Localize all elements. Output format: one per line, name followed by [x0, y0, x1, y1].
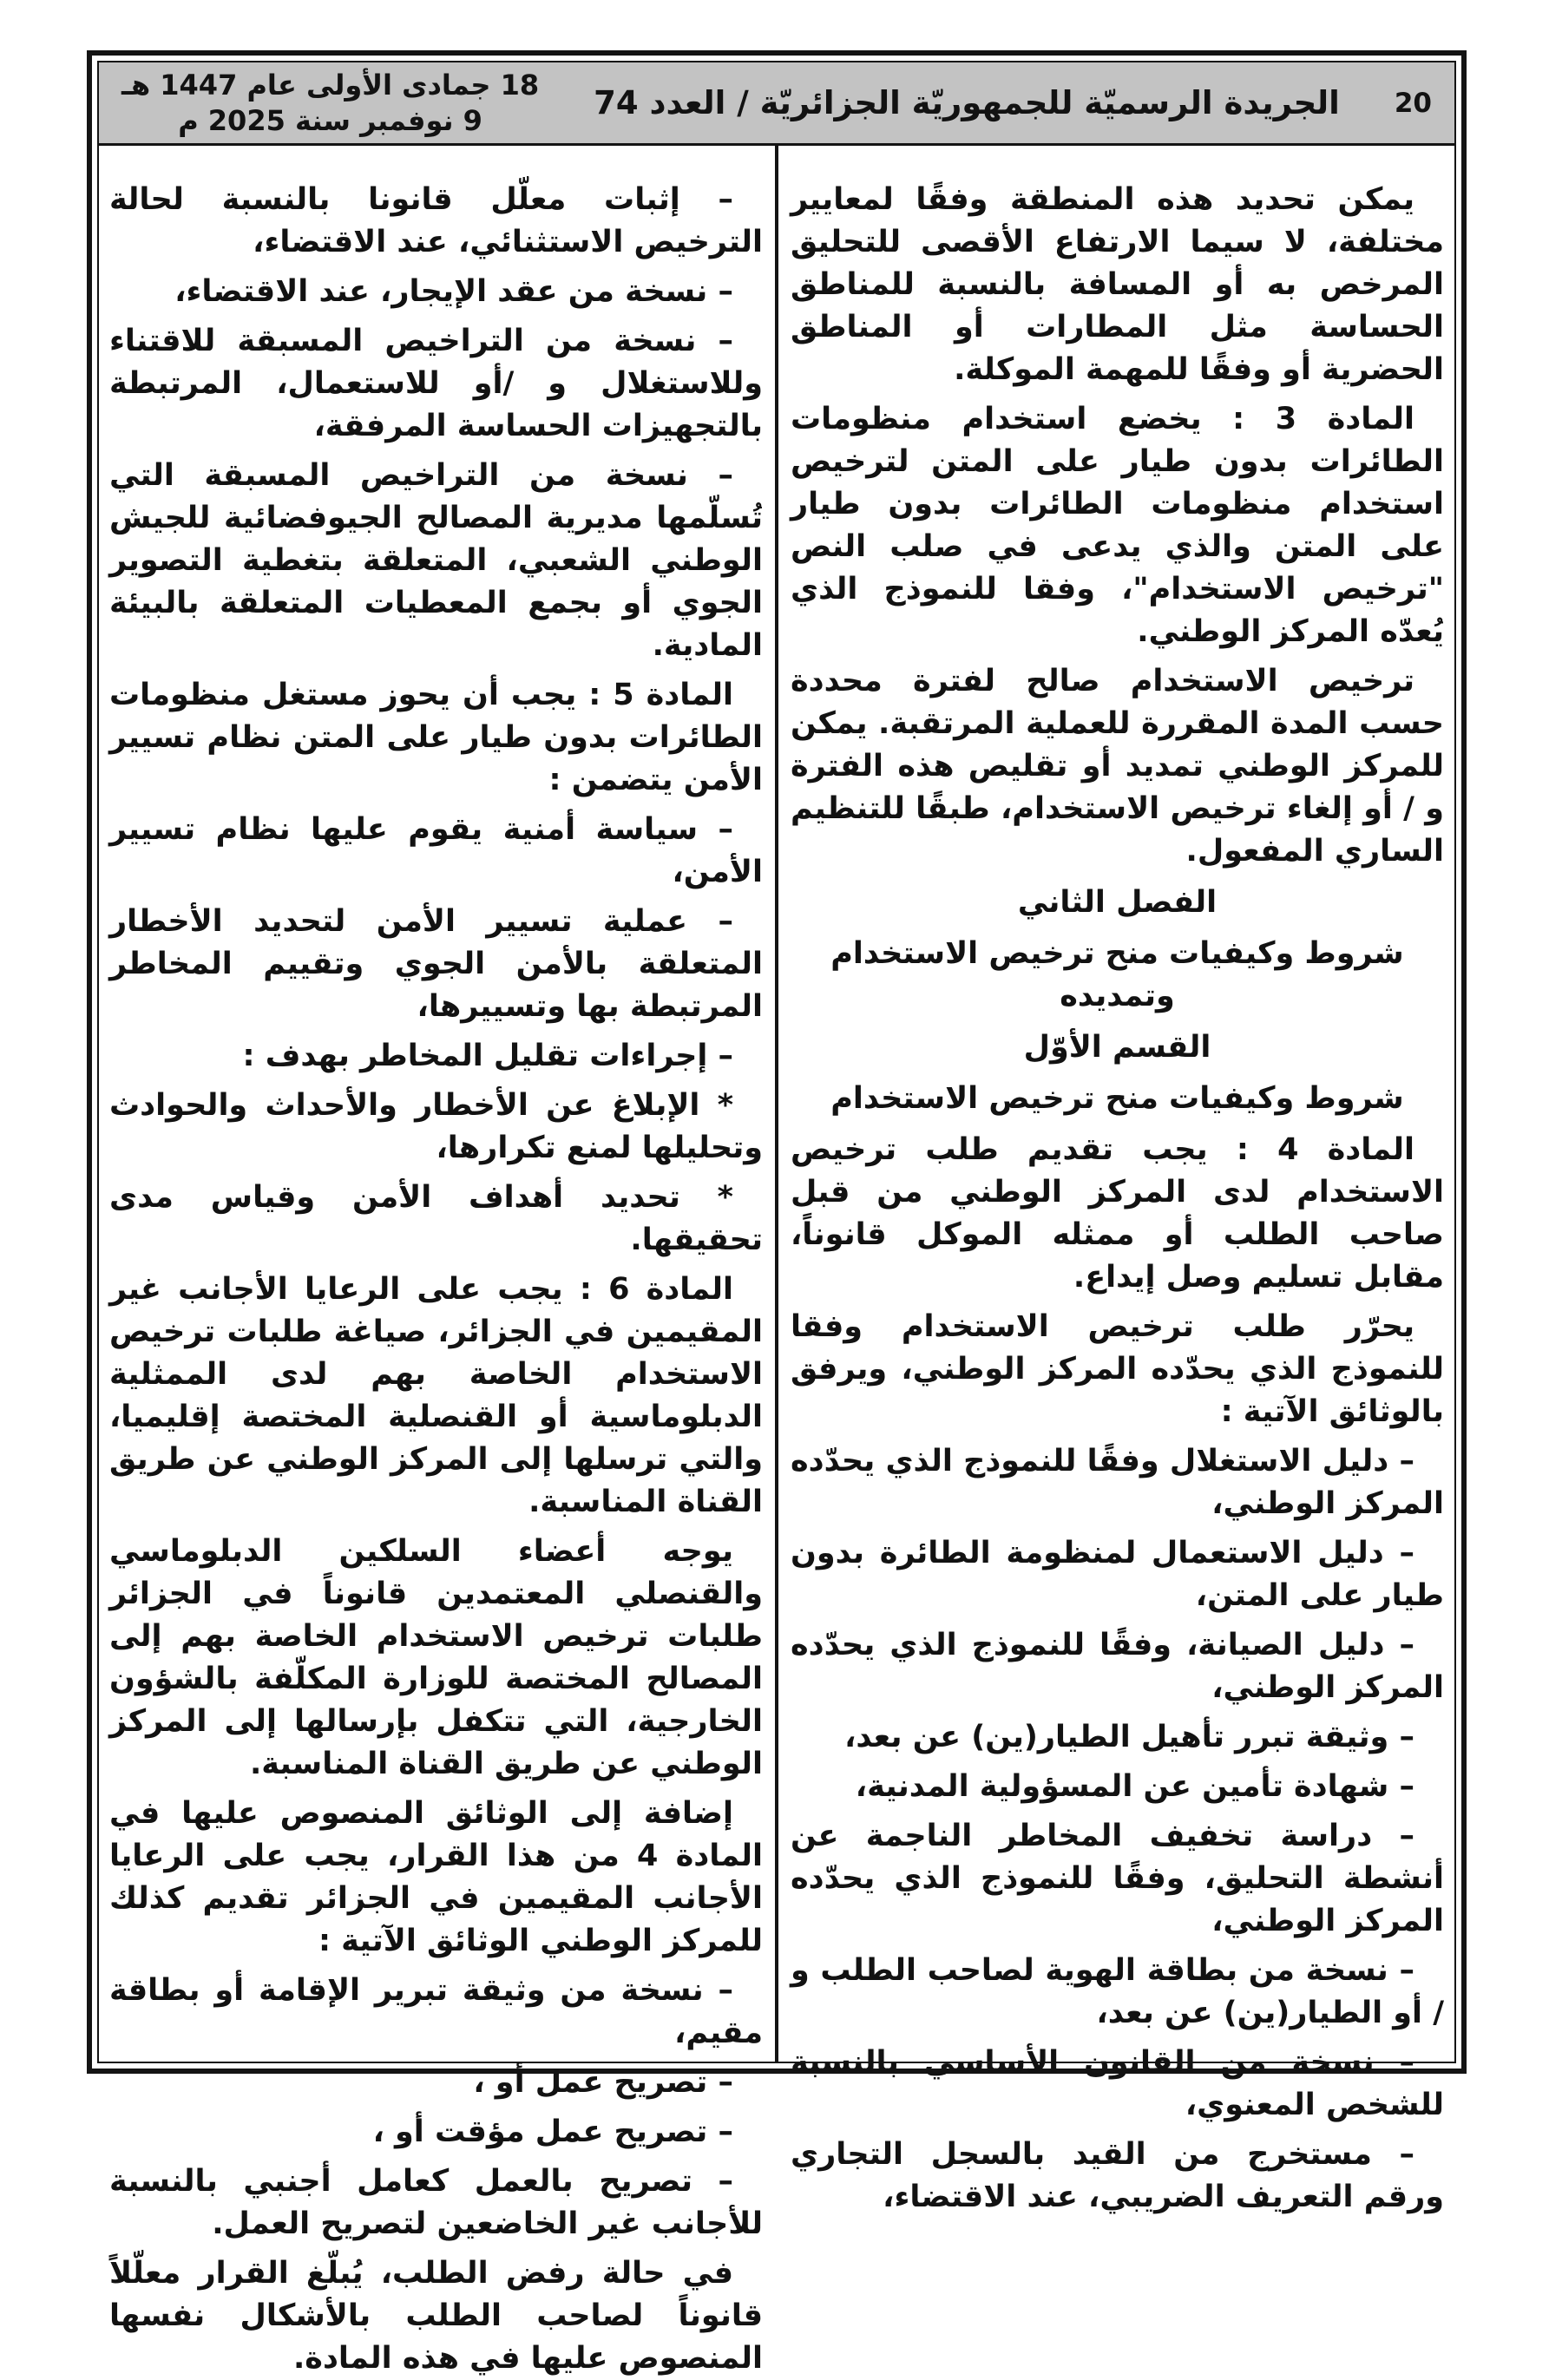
list-item: – تصريح بالعمل كعامل أجنبي بالنسبة للأجانب غير الخاضعين لتصريح العمل. — [109, 2164, 763, 2241]
section-heading: شروط وكيفيات منح ترخيص الاستخدام — [830, 1081, 1404, 1116]
paragraph-text: يجب تقديم طلب ترخيص الاستخدام لدى المركز الوطني من قبل صاحب الطلب أو ممثله الموكل قانوناً، مقابل تسليم وصل إيداع. — [791, 1132, 1444, 1295]
list-item: – شهادة تأمين عن المسؤولية المدنية، — [855, 1769, 1414, 1804]
list-item: – نسخة من التراخيص المسبقة التي تُسلّمها مديرية المصالح الجيوفضائية للجيش الوطني الشعبي، المتعلقة بتغطية التصوير الجوي أو بجمع المعطيات المتعلقة بالبيئة المادية. — [109, 458, 763, 663]
paragraph-text: يخضع استخدام منظومات الطائرات بدون طيار على المتن لترخيص استخدام منظومات الطائرات بدون طيار على المتن والذي يدعى في صلب النص "ترخيص الاستخدام"، وفقا للنموذج الذي يُعدّه المركز الوطني. — [791, 402, 1444, 649]
list-item: – نسخة من عقد الإيجار، عند الاقتضاء، — [174, 274, 733, 309]
article-lead: المادة 4 : — [1236, 1132, 1414, 1167]
article-paragraph — [109, 1269, 763, 1524]
paragraph: إضافة إلى الوثائق المنصوص عليها في المادة 4 من هذا القرار، يجب على الرعايا الأجانب المقيمين في الجزائر تقديم كذلك للمركز الوطني الوثائق الآتية : — [109, 1796, 764, 1958]
section-heading: شروط وكيفيات منح ترخيص الاستخدام وتمديده — [830, 936, 1404, 1013]
list-item: – إجراءات تقليل المخاطر بهدف : — [242, 1039, 733, 1073]
sub-list-item: * تحديد أهداف الأمن وقياس مدى تحقيقها. — [109, 1180, 763, 1257]
date-hijri: 18 جمادى الأولى عام 1447 هـ — [121, 68, 540, 102]
list-item: – تصريح عمل مؤقت أو ، — [372, 2114, 733, 2149]
section-heading: القسم الأوّل — [1023, 1030, 1211, 1065]
date-gregorian: 9 نوفمبر سنة 2025 م — [178, 103, 482, 137]
list-item: – نسخة من القانون الأساسي بالنسبة للشخص المعنوي، — [791, 2045, 1444, 2122]
header-band — [99, 62, 1454, 146]
article-lead: المادة 5 : — [588, 678, 734, 712]
page-frame-inner — [97, 61, 1456, 2376]
list-item: – وثيقة تبرر تأهيل الطيار(ين) عن بعد، — [844, 1720, 1414, 1754]
article-lead: المادة 6 : — [579, 1272, 733, 1307]
article-paragraph — [109, 674, 763, 802]
paragraph: يوجه أعضاء السلكين الدبلوماسي والقنصلي المعتمدين قانوناً في الجزائر طلبات ترخيص الاستخدام الخاصة بهم إلى المصالح المختصة للوزارة المكلّفة بالشؤون الخارجية، التي تتكفل بإرسالها إلى المركز الوطني عن طريق القناة المناسبة. — [109, 1534, 763, 1781]
list-item: – عملية تسيير الأمن لتحديد الأخطار المتعلقة بالأمن الجوي وتقييم المخاطر المرتبطة بها وتسييرها، — [109, 904, 763, 1024]
paragraph: يمكن تحديد هذه المنطقة وفقًا لمعايير مختلفة، لا سيما الارتفاع الأقصى للتحليق المرخص به أو المسافة بالنسبة للمناطق الحساسة مثل المطارات أو المناطق الحضرية أو وفقًا للمهمة الموكلة. — [791, 182, 1444, 387]
list-item: – دليل الاستغلال وفقًا للنموذج الذي يحدّده المركز الوطني، — [791, 1444, 1444, 1521]
list-item: – تصريح عمل أو ، — [473, 2065, 733, 2100]
list-item: – إثبات معلّل قانونا بالنسبة لحالة الترخيص الاستثنائي، عند الاقتضاء، — [109, 182, 763, 259]
paragraph: يحرّر طلب ترخيص الاستخدام وفقا للنموذج الذي يحدّده المركز الوطني، ويرفق بالوثائق الآتية : — [791, 1309, 1444, 1429]
article-paragraph — [791, 1129, 1444, 1299]
column-left — [99, 146, 775, 2376]
paragraph-text: يجب أن يحوز مستغل منظومات الطائرات بدون طيار على المتن نظام تسيير الأمن يتضمن : — [109, 678, 763, 797]
article-paragraph — [791, 398, 1444, 653]
page-frame — [87, 50, 1467, 2376]
list-item: – مستخرج من القيد بالسجل التجاري ورقم التعريف الضريبي، عند الاقتضاء، — [791, 2137, 1444, 2214]
paragraph: ترخيص الاستخدام صالح لفترة محددة حسب المدة المقررة للعملية المرتقبة. يمكن للمركز الوطني تمديد أو تقليص هذه الفترة و / أو إلغاء ترخيص الاستخدام، طبقًا للتنظيم الساري المفعول. — [791, 664, 1444, 869]
list-item: – نسخة من وثيقة تبرير الإقامة أو بطاقة مقيم، — [109, 1973, 763, 2050]
list-item: – دراسة تخفيف المخاطر الناجمة عن أنشطة التحليق، وفقًا للنموذج الذي يحدّده المركز الوطني، — [791, 1819, 1444, 1938]
list-item: – دليل الصيانة، وفقًا للنموذج الذي يحدّده المركز الوطني، — [791, 1628, 1444, 1705]
header-dates — [121, 68, 539, 139]
list-item: – نسخة من التراخيص المسبقة للاقتناء وللاستغلال و /أو للاستعمال، المرتبطة بالتجهيزات الحساسة المرفقة، — [109, 324, 763, 443]
paragraph-text: يجب على الرعايا الأجانب غير المقيمين في الجزائر، صياغة طلبات ترخيص الاستخدام الخاصة بهم لدى الممثلية الدبلوماسية أو القنصلية المختصة إقليميا، والتي ترسلها إلى المركز الوطني عن طريق القناة المناسبة. — [109, 1272, 763, 1519]
list-item: – سياسة أمنية يقوم عليها نظام تسيير الأمن، — [109, 812, 763, 889]
paragraph: في حالة رفض الطلب، يُبلّغ القرار معلّلاً قانوناً لصاحب الطلب بالأشكال نفسها المنصوص عليها في هذه المادة. — [109, 2256, 763, 2376]
gazette-title: الجريدة الرسميّة للجمهوريّة الجزائريّة / العدد 74 — [594, 84, 1340, 121]
list-item: – دليل الاستعمال لمنظومة الطائرة بدون طيار على المتن، — [791, 1536, 1444, 1613]
section-heading: الفصل الثاني — [1017, 885, 1218, 920]
list-item: – نسخة من بطاقة الهوية لصاحب الطلب و / أو الطيار(ين) عن بعد، — [791, 1953, 1444, 2030]
article-lead: المادة 3 : — [1232, 402, 1414, 436]
column-right — [775, 146, 1454, 2214]
page-number: 20 — [1394, 87, 1432, 119]
body-columns — [99, 146, 1454, 2376]
sub-list-item: * الإبلاغ عن الأخطار والأحداث والحوادث وتحليلها لمنع تكرارها، — [109, 1088, 763, 1165]
